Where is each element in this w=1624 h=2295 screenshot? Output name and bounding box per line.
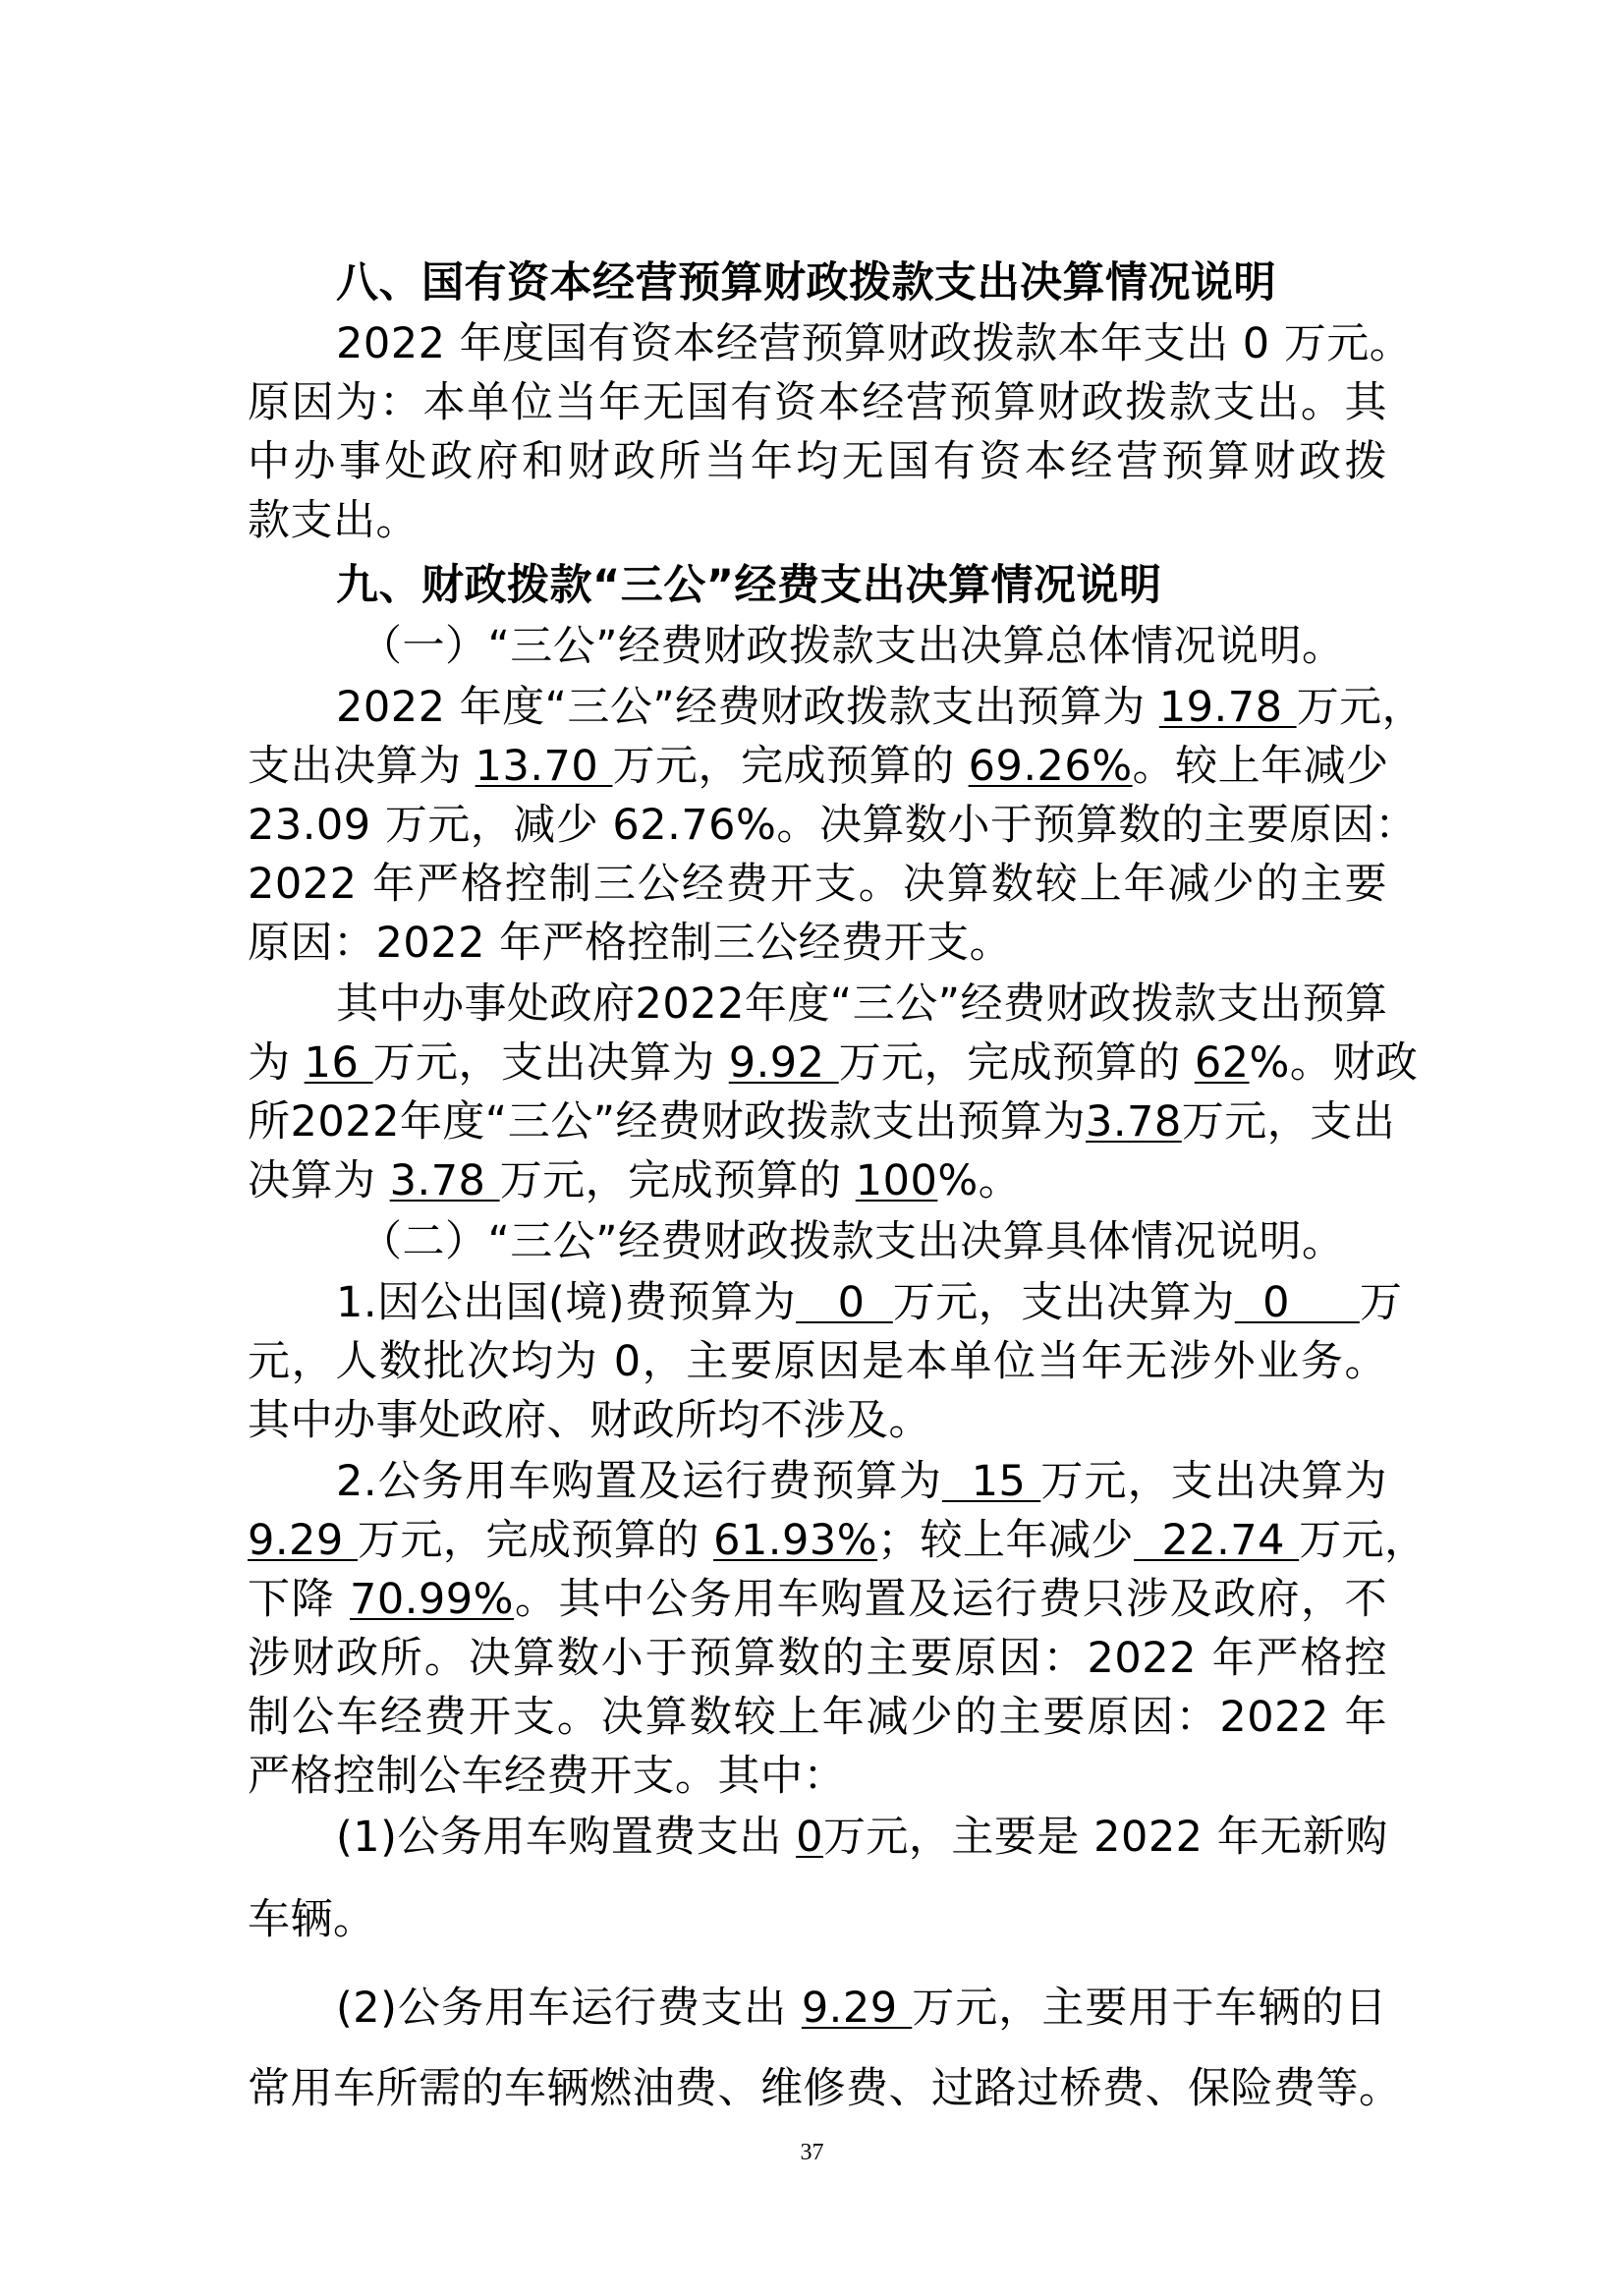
text: (1)公务用车购置费支出	[336, 1813, 797, 1862]
overall-line-2	[248, 737, 1387, 796]
vehicle-line-6: 严格控制公车经费开支。其中：	[248, 1752, 846, 1801]
section-8-line-4: 款支出。	[248, 496, 419, 545]
breakdown-line-4	[248, 1151, 1387, 1210]
text: 1.因公出国(境)费预算为	[336, 1278, 797, 1327]
vehicle-line-3	[248, 1570, 1387, 1629]
text: ；较上年减少	[877, 1516, 1135, 1565]
gov-rate-value: 62	[1194, 1038, 1250, 1088]
total-budget-value: 19.78	[1158, 683, 1297, 732]
vehicle-line-5: 制公车经费开支。决算数较上年减少的主要原因：2022 年	[248, 1693, 1387, 1742]
vehicle-line-1	[336, 1452, 1387, 1511]
fin-budget-value: 3.78	[1086, 1097, 1182, 1147]
section-9-heading: 九、财政拨款“三公”经费支出决算情况说明	[336, 561, 1162, 610]
travel-actual-value: 0	[1234, 1278, 1360, 1327]
text: 2022 年度“三公”经费财政拨款支出预算为	[336, 683, 1159, 732]
text: 万元，完成预算的	[499, 1156, 856, 1205]
text: 决算为	[248, 1156, 390, 1205]
overall-line-1	[336, 678, 1426, 737]
purchase-amount-value: 0	[796, 1813, 823, 1862]
text: 2.公务用车购置及运行费预算为	[336, 1457, 942, 1506]
text: 万元，支出	[1181, 1097, 1396, 1147]
gov-budget-value: 16	[304, 1038, 373, 1088]
subsection-2-heading: （二）“三公”经费财政拨款支出决算具体情况说明。	[360, 1217, 1345, 1266]
text: 万元，主要是 2022 年无新购	[822, 1813, 1388, 1862]
text: 万元，	[1299, 1516, 1428, 1565]
overall-line-4: 2022 年严格控制三公经费开支。决算数较上年减少的主要	[248, 860, 1387, 909]
travel-line-2: 元，人数批次均为 0，主要原因是本单位当年无涉外业务。	[248, 1337, 1387, 1386]
breakdown-line-1: 其中办事处政府2022年度“三公”经费财政拨款支出预算	[336, 980, 1388, 1029]
text: 为	[248, 1038, 305, 1088]
section-8-line-3: 中办事处政府和财政所当年均无国有资本经营预算财政拨	[248, 437, 1387, 486]
purchase-line-2: 车辆。	[248, 1895, 376, 1944]
subsection-1-heading: （一）“三公”经费财政拨款支出决算总体情况说明。	[360, 622, 1345, 671]
vehicle-decrease-value: 22.74	[1134, 1516, 1300, 1565]
gov-actual-value: 9.92	[728, 1038, 839, 1088]
overall-line-5: 原因：2022 年严格控制三公经费开支。	[248, 919, 1013, 968]
text: 万元，主要用于车辆的日	[912, 1984, 1387, 2033]
fin-rate-value: 100	[855, 1156, 938, 1205]
operation-line-2: 常用车所需的车辆燃油费、维修费、过路过桥费、保险费等。	[248, 2064, 1402, 2113]
text: 。较上年减少	[1132, 742, 1389, 791]
section-8-heading: 八、国有资本经营预算财政拨款支出决算情况说明	[336, 258, 1276, 308]
operation-line-1	[336, 1979, 1387, 2038]
vehicle-line-2	[248, 1511, 1428, 1570]
text: 下降	[248, 1575, 351, 1624]
fin-actual-value: 3.78	[389, 1156, 500, 1205]
text: 万元，支出决算为	[892, 1278, 1235, 1327]
text: 万元，完成预算的	[838, 1038, 1195, 1088]
text: %。财政	[1249, 1038, 1419, 1088]
vehicle-line-4: 涉财政所。决算数小于预算数的主要原因：2022 年严格控	[248, 1634, 1387, 1683]
breakdown-line-2	[248, 1034, 1419, 1092]
text: (2)公务用车运行费支出	[336, 1984, 802, 2033]
vehicle-rate-value: 61.93%	[713, 1516, 878, 1565]
text: 万元，	[1296, 683, 1426, 732]
purchase-line-1	[336, 1808, 1387, 1867]
travel-line-3: 其中办事处政府、财政所均不涉及。	[248, 1396, 931, 1445]
text: 万元，支出决算为	[1040, 1457, 1388, 1506]
operation-amount-value: 9.29	[801, 1984, 913, 2033]
vehicle-decline-value: 70.99%	[350, 1575, 514, 1624]
travel-budget-value: 0	[796, 1278, 893, 1327]
text: %。	[937, 1156, 1022, 1205]
vehicle-budget-value: 15	[942, 1457, 1041, 1506]
section-8-line-1: 2022 年度国有资本经营预算财政拨款本年支出 0 万元。	[336, 319, 1413, 368]
section-8-line-2: 原因为：本单位当年无国有资本经营预算财政拨款支出。其	[248, 378, 1387, 427]
breakdown-line-3	[248, 1092, 1396, 1151]
text: 万元，支出决算为	[372, 1038, 729, 1088]
vehicle-actual-value: 9.29	[248, 1516, 358, 1565]
total-actual-value: 13.70	[475, 742, 613, 791]
text: 万	[1359, 1278, 1403, 1327]
text: 所2022年度“三公”经费财政拨款支出预算为	[248, 1097, 1086, 1147]
page-number: 37	[800, 2140, 824, 2165]
text: 万元，完成预算的	[612, 742, 969, 791]
travel-line-1	[336, 1273, 1403, 1332]
text: 万元，完成预算的	[357, 1516, 714, 1565]
total-rate-value: 69.26%	[968, 742, 1133, 791]
text: 。其中公务用车购置及运行费只涉及政府，不	[514, 1575, 1388, 1624]
overall-line-3: 23.09 万元，减少 62.76%。决算数小于预算数的主要原因：	[248, 801, 1418, 850]
text: 支出决算为	[248, 742, 476, 791]
